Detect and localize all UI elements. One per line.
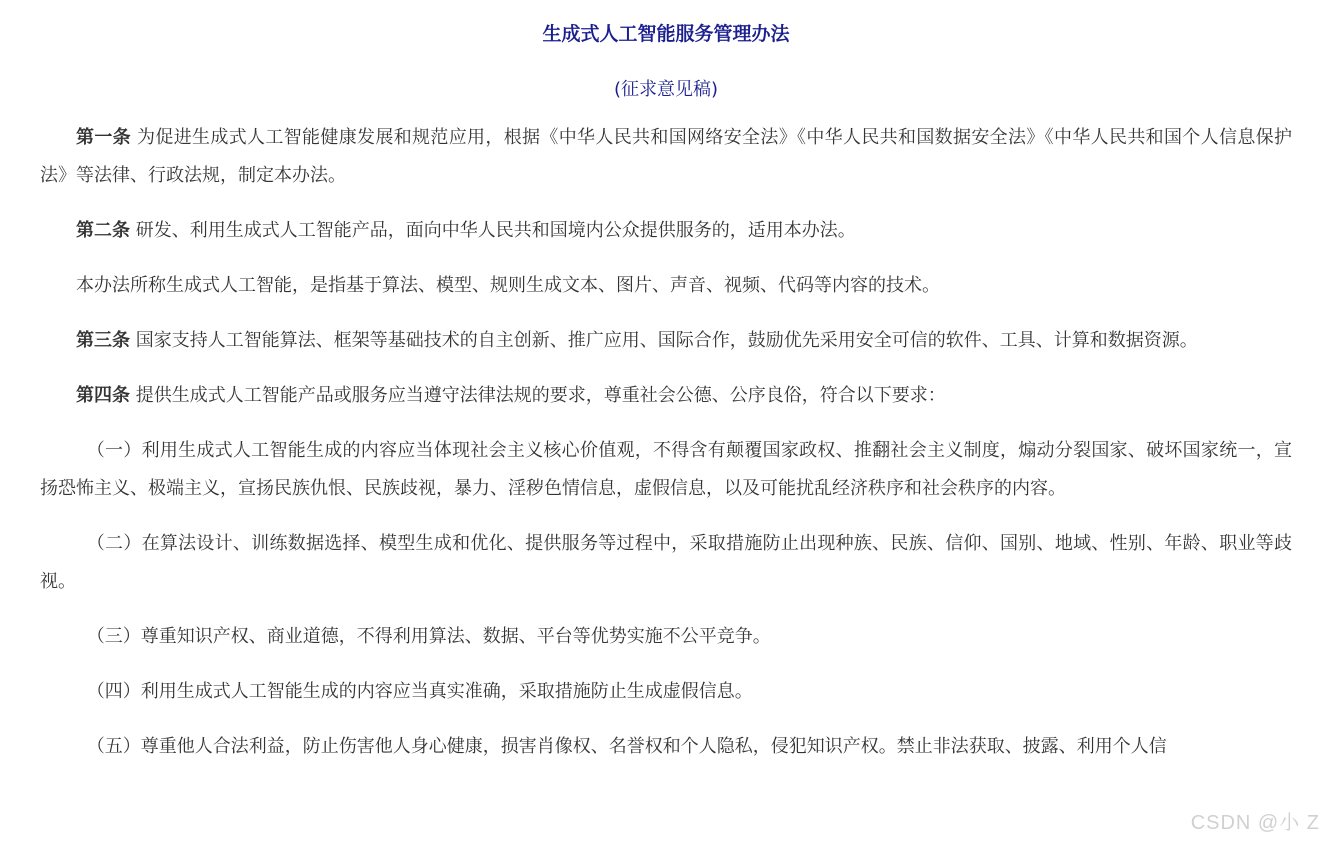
list-item: （一）利用生成式人工智能生成的内容应当体现社会主义核心价值观，不得含有颠覆国家政权、推翻社会主义制度，煽动分裂国家、破坏国家统一，宣扬恐怖主义、极端主义，宣扬民族仇恨、民族歧视，暴力、淫秽色情信息，虚假信息，以及可能扰乱经济秩序和社会秩序的内容。 — [40, 440, 1292, 499]
article-2 — [40, 212, 1292, 250]
article-4 — [40, 377, 1292, 415]
article-3 — [40, 322, 1292, 360]
watermark: CSDN @小 Z — [1190, 812, 1320, 834]
article-1 — [40, 119, 1292, 195]
article-label: 第一条 — [76, 127, 131, 148]
article-label: 第三条 — [76, 330, 130, 351]
article-label: 第二条 — [76, 220, 130, 241]
article-label: 第四条 — [76, 385, 130, 406]
article-text: 提供生成式人工智能产品或服务应当遵守法律法规的要求，尊重社会公德、公序良俗，符合以下要求： — [130, 385, 946, 406]
article-text: 本办法所称生成式人工智能，是指基于算法、模型、规则生成文本、图片、声音、视频、代码等内容的技术。 — [76, 275, 940, 296]
article-text: 国家支持人工智能算法、框架等基础技术的自主创新、推广应用、国际合作，鼓励优先采用安全可信的软件、工具、计算和数据资源。 — [130, 330, 1198, 351]
article-text: 为促进生成式人工智能健康发展和规范应用，根据《中华人民共和国网络安全法》《中华人民共和国数据安全法》《中华人民共和国个人信息保护法》等法律、行政法规，制定本办法。 — [40, 127, 1292, 186]
document-body — [40, 0, 1292, 766]
list-item: （二）在算法设计、训练数据选择、模型生成和优化、提供服务等过程中，采取措施防止出现种族、民族、信仰、国别、地域、性别、年龄、职业等歧视。 — [40, 533, 1292, 592]
document-title: 生成式人工智能服务管理办法 — [542, 23, 790, 45]
list-item: （三）尊重知识产权、商业道德，不得利用算法、数据、平台等优势实施不公平竞争。 — [86, 626, 771, 647]
article-text: 研发、利用生成式人工智能产品，面向中华人民共和国境内公众提供服务的，适用本办法。 — [130, 220, 856, 241]
list-item: （五）尊重他人合法利益，防止伤害他人身心健康，损害肖像权、名誉权和个人隐私，侵犯知识产权。禁止非法获取、披露、利用个人信 — [86, 736, 1167, 757]
article-2-definition — [40, 267, 1292, 305]
document-subtitle: (征求意见稿) — [613, 79, 719, 100]
list-item: （四）利用生成式人工智能生成的内容应当真实准确，采取措施防止生成虚假信息。 — [86, 681, 753, 702]
